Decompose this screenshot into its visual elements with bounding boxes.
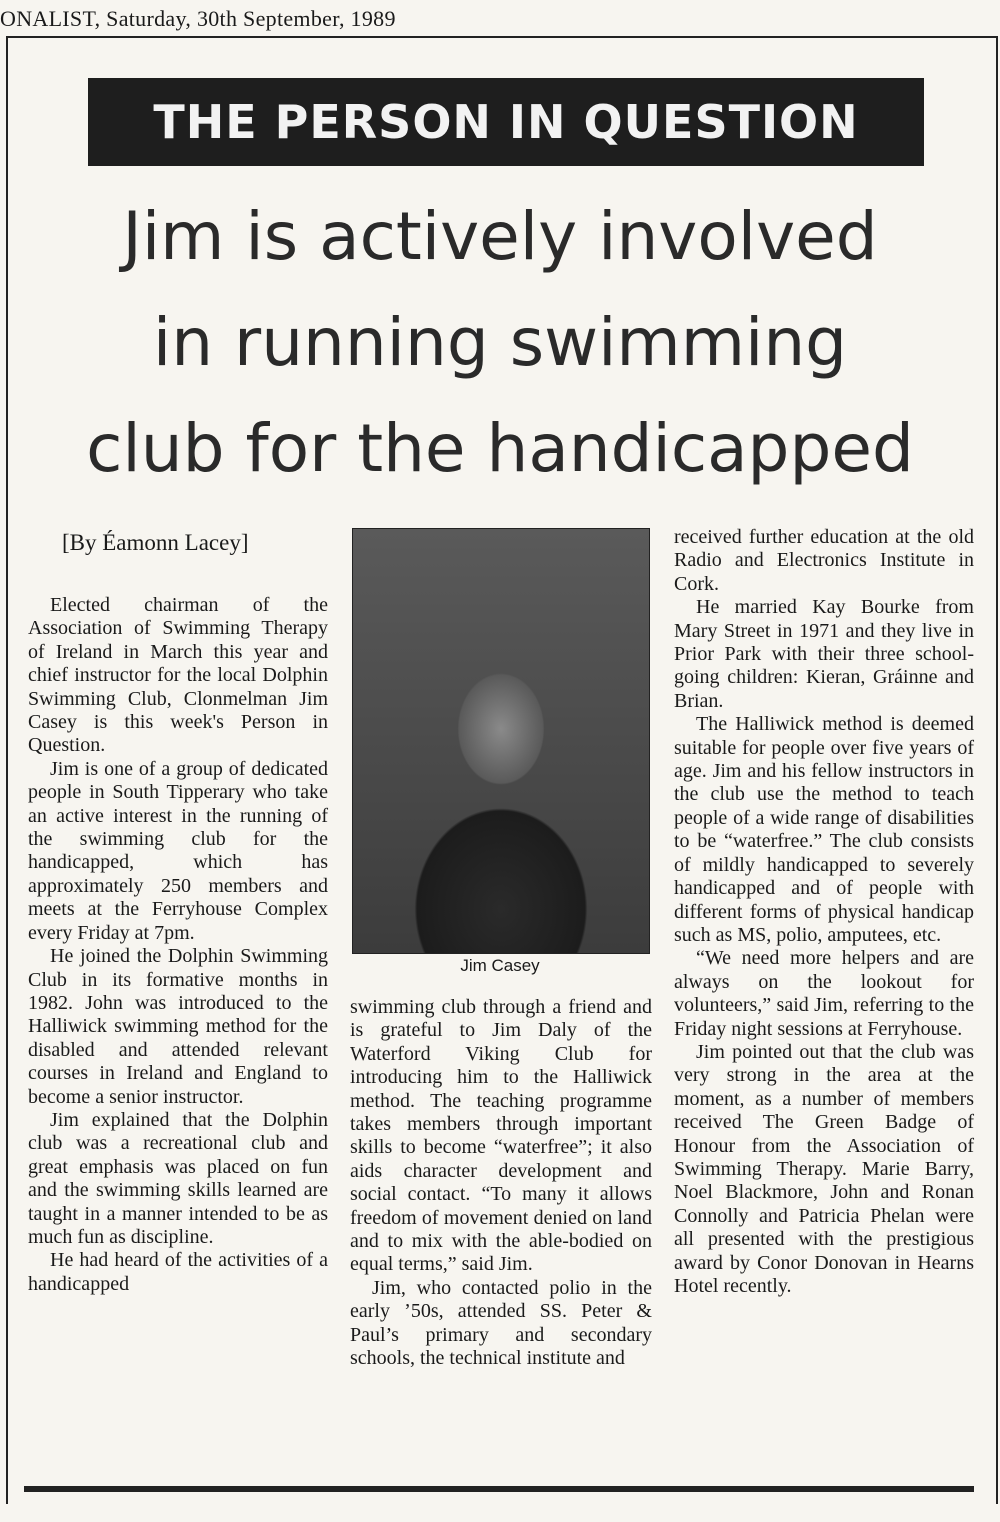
- paragraph: He joined the Dolphin Swimming Club in its formative months in 1982. John was introduced to the Halliwick swimming method for the disabled and attended relevant courses in Ireland and England to become a senior instructor.: [28, 945, 328, 1108]
- headline-line: in running swimming: [152, 304, 848, 381]
- bottom-rule: [24, 1486, 974, 1492]
- portrait-photo: [352, 528, 650, 954]
- headline-line: club for the handicapped: [86, 410, 914, 487]
- paragraph: Jim pointed out that the club was very strong in the area at the moment, as a number of members received The Green Badge of Honour from the Association of Swimming Therapy. Marie Barry, Noel Blackmore, John and Ronan Connolly and Patricia Phelan were all presented with the prestigious award by Conor Donovan in Hearns Hotel recently.: [674, 1040, 974, 1297]
- paragraph: Elected chairman of the Association of Swimming Therapy of Ireland in March this year and chief instructor for the local Dolphin Swimming Club, Clonmelman Jim Casey is this week's Person in Question.: [28, 594, 328, 757]
- headline: [20, 184, 980, 502]
- article-column-3: [674, 526, 974, 1298]
- paragraph: Jim explained that the Dolphin club was a recreational club and great emphasis was placed on fun and the swimming skills learned are taught in a manner intended to be as much fun as discipline.: [28, 1108, 328, 1248]
- paragraph: Jim is one of a group of dedicated people in South Tipperary who take an active interest in the running of the swimming club for the handicapped, which has approximately 250 members and meets at the Ferryhouse Complex every Friday at 7pm.: [28, 757, 328, 944]
- paragraph: The Halliwick method is deemed suitable for people over five years of age. Jim and his fellow instructors in the club use the method to teach people of a wide range of disabilities to be “waterfree.” The club consists of mildly handicapped to severely handicapped and of people with different forms of physical handicap such as MS, polio, amputees, etc.: [674, 713, 974, 946]
- masthead: ONALIST, Saturday, 30th September, 1989: [0, 6, 396, 31]
- photo-caption: Jim Casey: [460, 956, 540, 975]
- article-column-1: [28, 594, 328, 1296]
- headline-line: Jim is actively involved: [122, 198, 878, 275]
- paragraph: received further education at the old Radio and Electronics Institute in Cork.: [674, 526, 974, 595]
- paragraph: He had heard of the activities of a handicapped: [28, 1249, 328, 1295]
- section-kicker: THE PERSON IN QUESTION: [88, 78, 924, 166]
- paragraph: “We need more helpers and are always on the lookout for volunteers,” said Jim, referring to the Friday night sessions at Ferryhouse.: [674, 947, 974, 1040]
- paragraph: Jim, who contacted polio in the early ’50s, attended SS. Peter & Paul’s primary and secondary schools, the technical institute and: [350, 1276, 652, 1370]
- paragraph: He married Kay Bourke from Mary Street in 1971 and they live in Prior Park with their three school-going children: Kieran, Gráinne and Brian.: [674, 596, 974, 712]
- byline: [By Éamonn Lacey]: [62, 530, 249, 555]
- article-column-2: [350, 996, 652, 1371]
- paragraph: swimming club through a friend and is grateful to Jim Daly of the Waterford Viking Club for introducing him to the Halliwick method. The teaching programme takes members through important skills to become “waterfree”; it also aids character development and social contact. “To many it allows freedom of movement denied on land and to mix with the able-bodied on equal terms,” said Jim.: [350, 996, 652, 1276]
